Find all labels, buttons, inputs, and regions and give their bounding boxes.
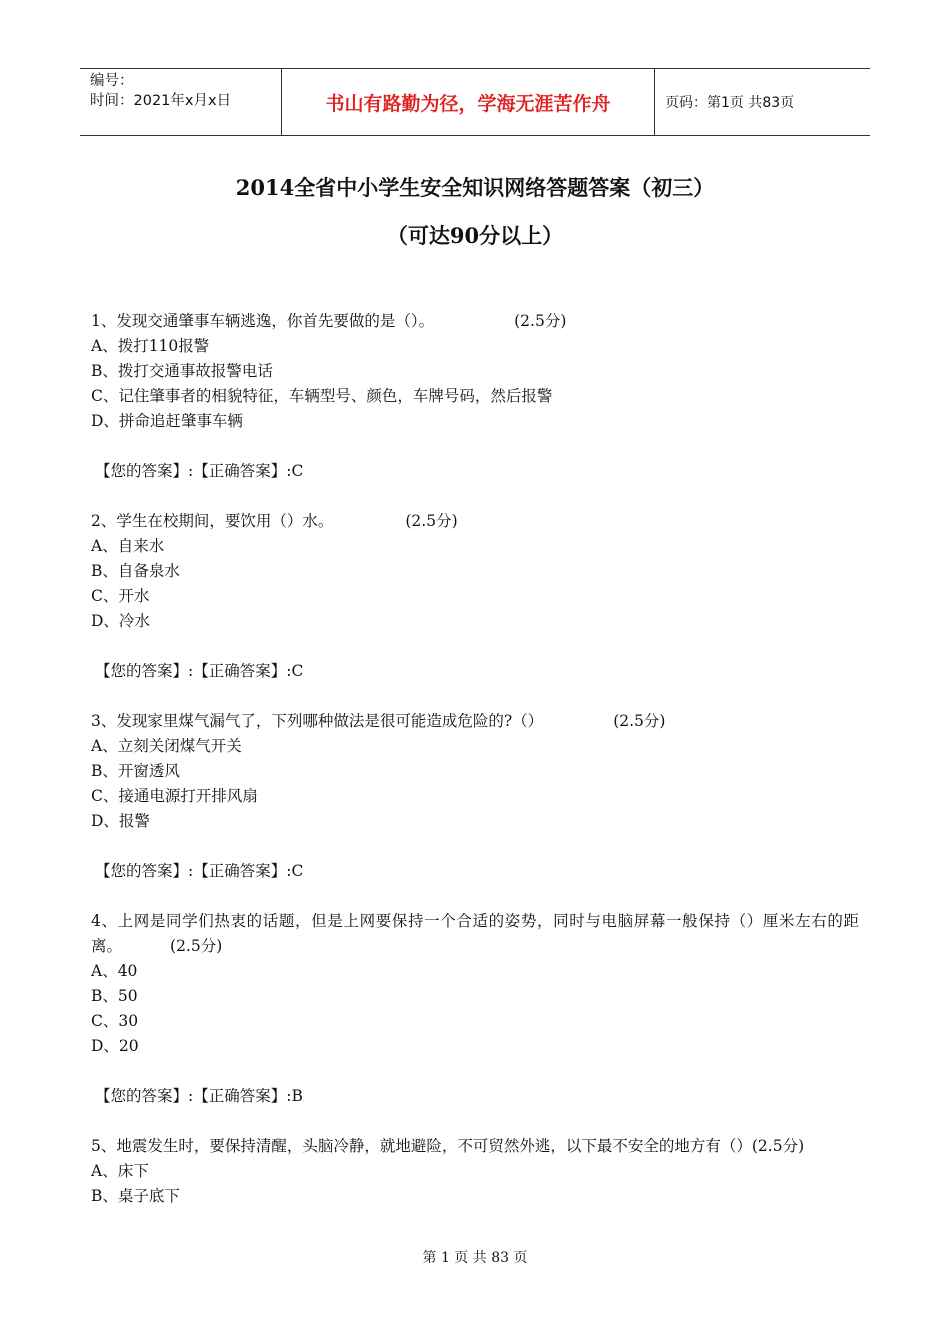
answer-line: 【您的答案】:【正确答案】:B [95, 1087, 303, 1105]
option: B、桌子底下 [91, 1187, 180, 1205]
question-text [91, 709, 859, 734]
option: C、开水 [91, 587, 150, 605]
option: C、接通电源打开排风扇 [91, 787, 258, 805]
answer-line: 【您的答案】:【正确答案】:C [95, 862, 304, 880]
option: B、开窗透风 [91, 762, 180, 780]
question-text [91, 309, 859, 334]
option: B、50 [91, 987, 138, 1005]
header-motto: 书山有路勤为径，学海无涯苦作舟 [281, 69, 655, 135]
document-title: 2014全省中小学生安全知识网络答题答案（初三） [235, 175, 715, 200]
document-subtitle: （可达90分以上） [386, 223, 564, 248]
option: B、拨打交通事故报警电话 [91, 362, 273, 380]
option: B、自备泉水 [91, 562, 180, 580]
question-stem: 5、地震发生时，要保持清醒，头脑冷静，就地避险，不可贸然外逃，以下最不安全的地方有（） [91, 1137, 752, 1155]
header-page-info: 页码：第1页 共83页 [665, 95, 795, 111]
question-stem: 4、上网是同学们热衷的话题，但是上网要保持一个合适的姿势，同时与电脑屏幕一般保持（）厘米左右的距离。 [91, 912, 859, 955]
option: D、拼命追赶肇事车辆 [91, 412, 243, 430]
option: D、冷水 [91, 612, 150, 630]
question-3 [91, 709, 859, 909]
time-label: 时间：2021年x月x日 [90, 93, 232, 109]
question-stem: 3、发现家里煤气漏气了，下列哪种做法是很可能造成危险的?（） [91, 712, 544, 730]
option: C、30 [91, 1012, 139, 1030]
question-5 [91, 1134, 859, 1209]
question-list [91, 309, 859, 1209]
question-score: (2.5分) [405, 512, 458, 530]
question-4 [91, 909, 859, 1134]
question-2 [91, 509, 859, 709]
question-score: (2.5分) [751, 1137, 805, 1155]
page-header [80, 68, 870, 136]
question-score: (2.5分) [170, 937, 223, 955]
page-footer: 第 1 页 共 83 页 [422, 1250, 528, 1266]
option: A、床下 [91, 1162, 149, 1180]
header-meta [80, 69, 281, 135]
option: C、记住肇事者的相貌特征，车辆型号、颜色，车牌号码，然后报警 [91, 387, 553, 405]
option: A、自来水 [91, 537, 165, 555]
answer-line: 【您的答案】:【正确答案】:C [95, 662, 304, 680]
question-text [91, 509, 859, 534]
question-text [91, 909, 859, 959]
option: D、报警 [91, 812, 150, 830]
question-stem: 1、发现交通肇事车辆逃逸，你首先要做的是（）。 [91, 312, 435, 330]
question-1 [91, 309, 859, 509]
answer-line: 【您的答案】:【正确答案】:C [95, 462, 304, 480]
question-score: (2.5分) [514, 312, 567, 330]
option: D、20 [91, 1037, 139, 1055]
question-text [91, 1134, 859, 1159]
option: A、立刻关闭煤气开关 [91, 737, 242, 755]
option: A、拨打110报警 [91, 337, 210, 355]
option: A、40 [91, 962, 138, 980]
question-score: (2.5分) [613, 712, 666, 730]
question-stem: 2、学生在校期间，要饮用（）水。 [91, 512, 334, 530]
number-label: 编号： [90, 73, 134, 89]
